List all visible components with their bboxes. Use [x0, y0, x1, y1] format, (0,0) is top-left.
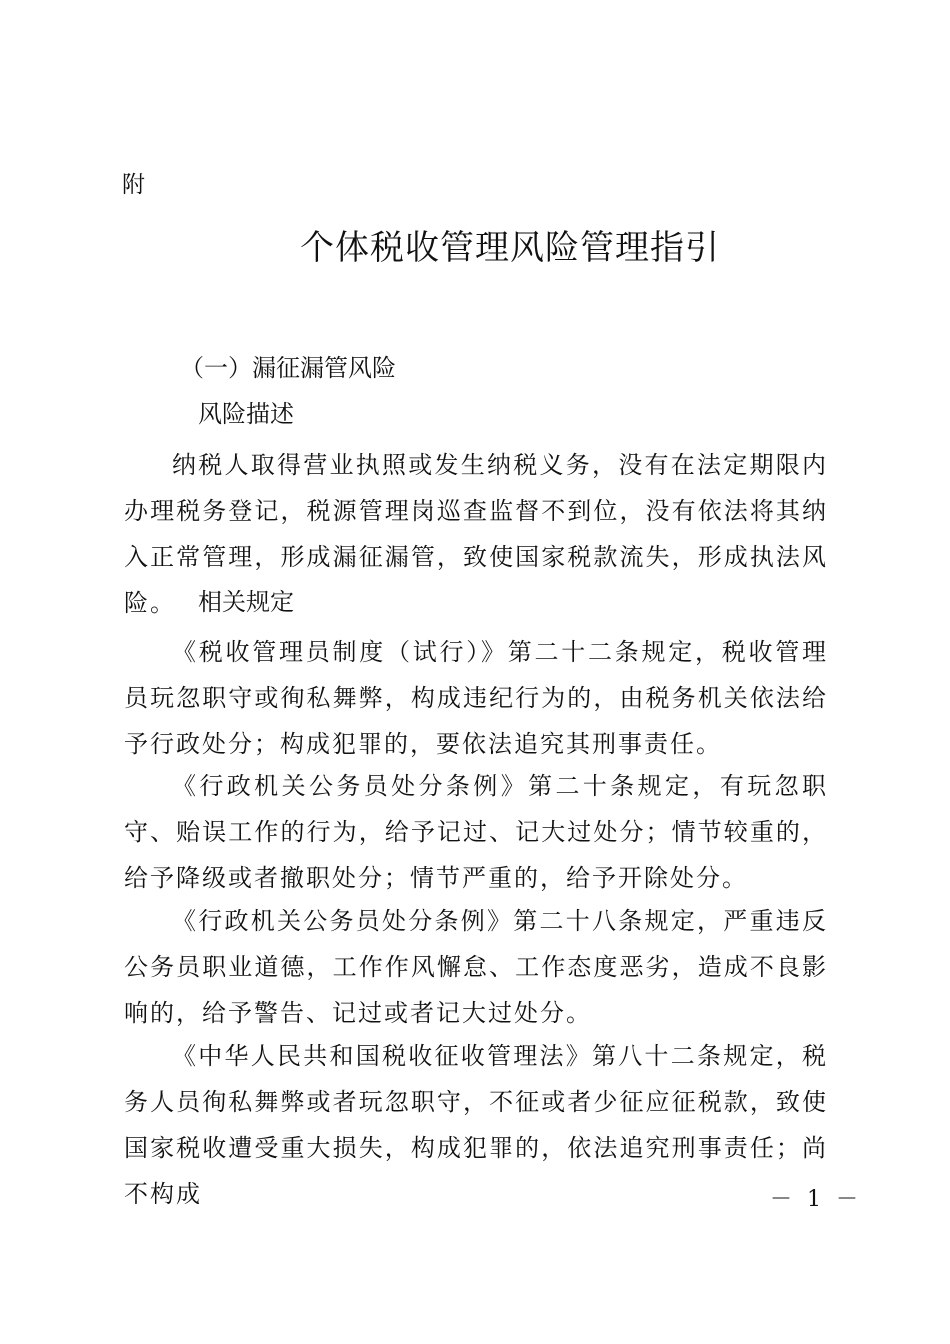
rule-paragraph-4: 《中华人民共和国税收征收管理法》第八十二条规定，税务人员徇私舞弊或者玩忽职守，不征或者少征应征税款，致使国家税收遭受重大损失，构成犯罪的，依法追究刑事责任；尚不构成: [124, 1042, 828, 1208]
attachment-label: 附: [122, 172, 145, 198]
rule-paragraph-3: 《行政机关公务员处分条例》第二十八条规定，严重违反公务员职业道德，工作作风懈怠、工作态度恶劣，造成不良影响的，给予警告、记过或者记大过处分。: [124, 907, 828, 1027]
rule-paragraph-2: 《行政机关公务员处分条例》第二十条规定，有玩忽职守、贻误工作的行为，给予记过、记大过处分；情节较重的，给予降级或者撤职处分；情节严重的，给予开除处分。: [124, 772, 828, 892]
risk-description-paragraph: 纳税人取得营业执照或发生纳税义务，没有在法定期限内办理税务登记，税源管理岗巡查监督不到位，没有依法将其纳入正常管理，形成漏征漏管，致使国家税款流失，形成执法风险。: [124, 451, 828, 617]
related-rules-heading: 相关规定: [198, 588, 294, 616]
page-number: － 1 －: [770, 1187, 862, 1212]
section-heading: （一）漏征漏管风险: [180, 354, 396, 382]
document-title: 个体税收管理风险管理指引: [300, 228, 720, 268]
rule-paragraph-1: 《税收管理员制度（试行）》第二十二条规定，税收管理员玩忽职守或徇私舞弊，构成违纪行为的，由税务机关依法给予行政处分；构成犯罪的，要依法追究其刑事责任。: [124, 638, 828, 758]
risk-description-heading: 风险描述: [198, 400, 294, 428]
